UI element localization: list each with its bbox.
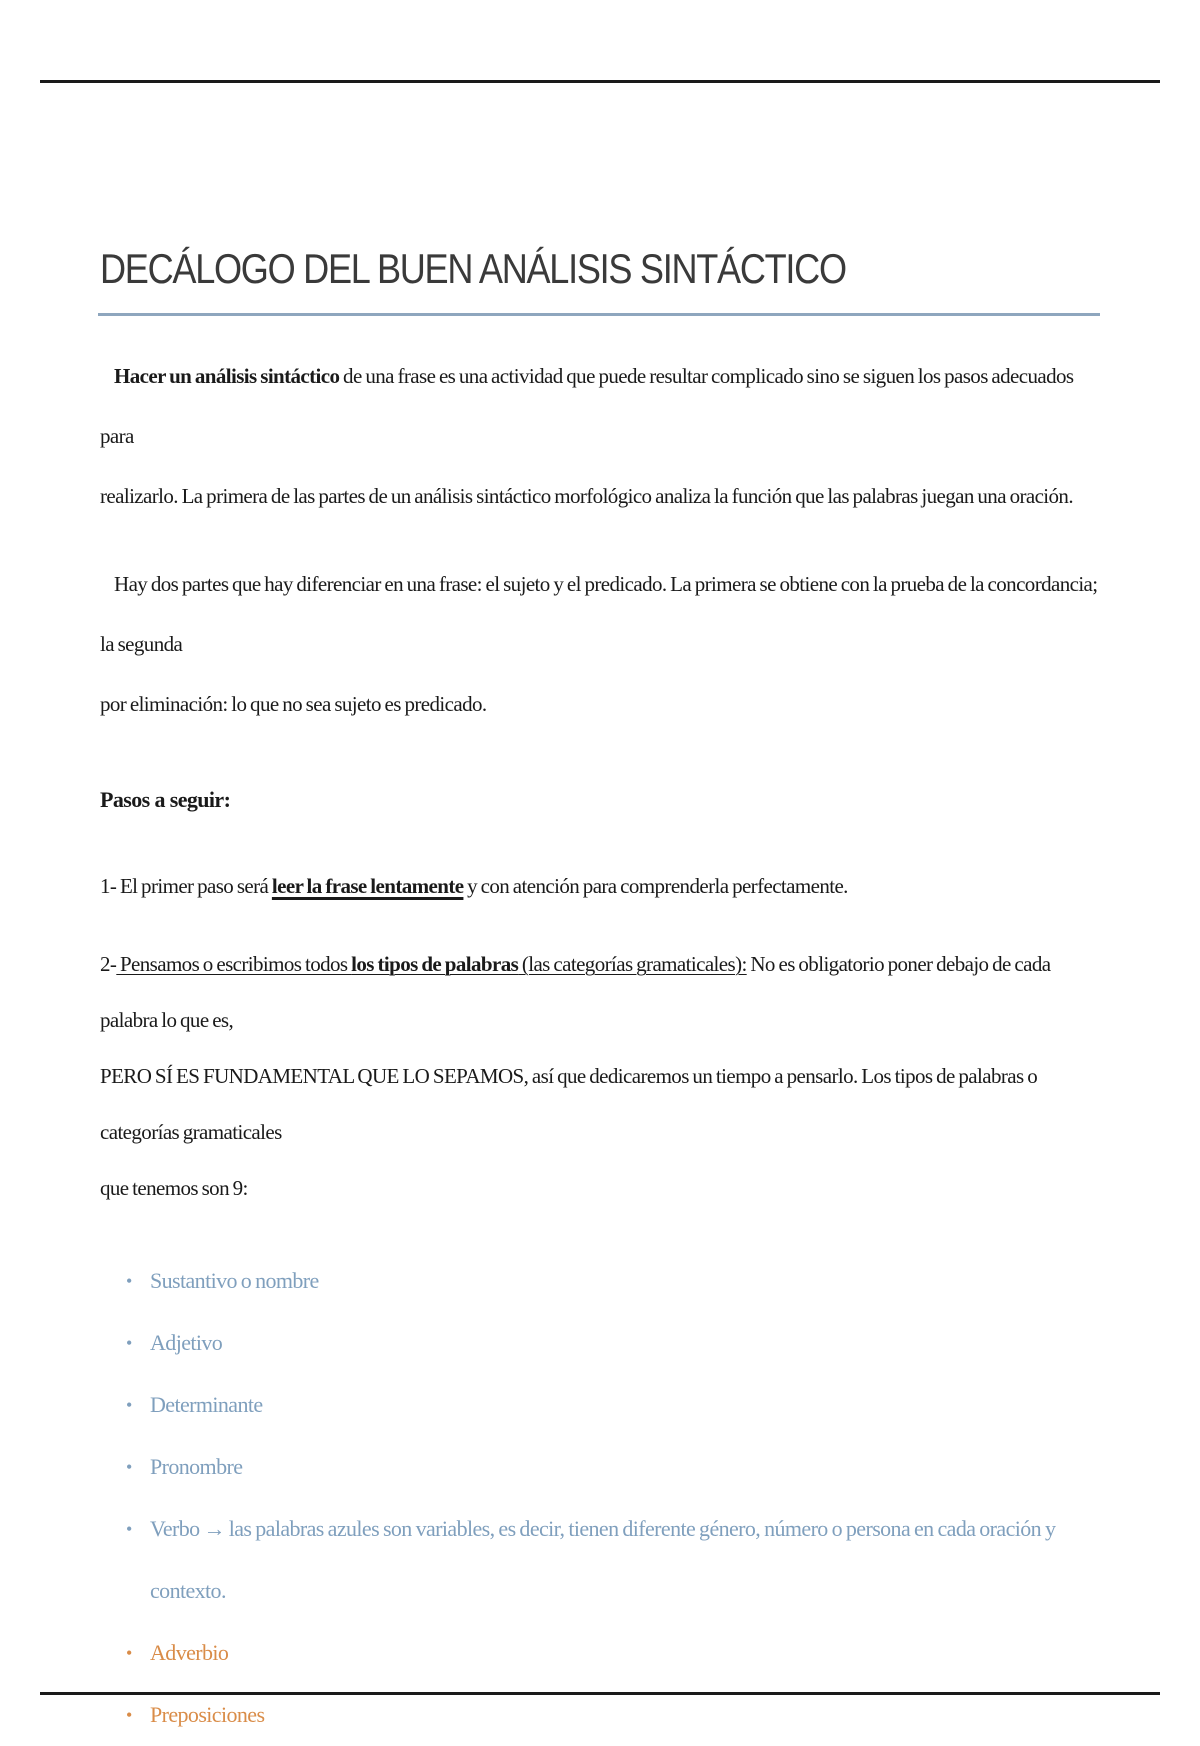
top-page-rule: [40, 80, 1160, 83]
step-2-text-line-2: PERO SÍ ES FUNDAMENTAL QUE LO SEPAMOS, así que dedicaremos un tiempo a pensarlo. Los tipos de palabras o categorías gramaticales: [100, 1064, 1038, 1144]
document-title: DECÁLOGO DEL BUEN ANÁLISIS SINTÁCTICO: [100, 245, 846, 292]
step-2-text-line-3: que tenemos son 9:: [100, 1176, 248, 1200]
bullet-icon: •: [126, 1705, 132, 1725]
list-item: [126, 1374, 1100, 1436]
bullet-icon: •: [126, 1395, 132, 1415]
bullet-icon: •: [126, 1519, 132, 1539]
list-item-label: Adverbio: [150, 1640, 229, 1665]
step-2-underlined-text-1: Pensamos o escribimos todos: [116, 952, 352, 976]
bullet-icon: •: [126, 1643, 132, 1663]
intro-bold-lead: Hacer un análisis sintáctico: [114, 364, 340, 388]
list-item-label: Verbo → las palabras azules son variables, es decir, tienen diferente género, número o persona en cada oración y contexto.: [150, 1516, 1056, 1603]
intro-text-line-1: de una frase es una actividad que puede resultar complicado sino se siguen los pasos adecuados para: [100, 364, 1074, 448]
steps-heading: Pasos a seguir:: [100, 787, 231, 812]
parts-text-line-2: por eliminación: lo que no sea sujeto es predicado.: [100, 692, 487, 716]
step-2-text-line-1: No es obligatorio poner debajo de cada palabra lo que es,: [100, 952, 1051, 1032]
bullet-icon: •: [126, 1333, 132, 1353]
parts-text-line-1: Hay dos partes que hay diferenciar en una frase: el sujeto y el predicado. La primera se obtiene con la prueba de la concordancia; la segunda: [100, 572, 1098, 656]
list-item-label: Preposiciones: [150, 1702, 265, 1727]
list-item: [126, 1312, 1100, 1374]
bottom-page-rule: [40, 1692, 1160, 1695]
parts-paragraph: [100, 554, 1100, 734]
step-1-emphasis: leer la frase lentamente: [271, 874, 464, 898]
step-2: [100, 936, 1100, 1216]
bullet-icon: •: [126, 1457, 132, 1477]
list-item-label: Determinante: [150, 1392, 263, 1417]
step-1-text-before: El primer paso será: [116, 874, 272, 898]
title-underline-rule: [98, 313, 1100, 316]
intro-text-line-2: realizarlo. La primera de las partes de un análisis sintáctico morfológico analiza la función que las palabras juegan una oración.: [100, 484, 1073, 508]
step-2-number: 2-: [100, 952, 117, 976]
list-item: [126, 1498, 1100, 1622]
list-item: [126, 1622, 1100, 1684]
step-2-underlined-bold: los tipos de palabras: [351, 952, 519, 976]
list-item: [126, 1250, 1100, 1312]
step-1-number: 1-: [100, 874, 117, 898]
step-1-text-after: y con atención para comprenderla perfectamente.: [463, 874, 848, 898]
step-2-underlined-text-2: (las categorías gramaticales):: [518, 952, 747, 976]
step-1: [100, 858, 1100, 914]
list-item-label: Adjetivo: [150, 1330, 223, 1355]
list-item: [126, 1436, 1100, 1498]
bullet-icon: •: [126, 1271, 132, 1291]
list-item-label: Sustantivo o nombre: [150, 1268, 319, 1293]
word-types-list: [100, 1250, 1100, 1746]
list-item-label: Pronombre: [150, 1454, 243, 1479]
intro-paragraph: [100, 346, 1100, 526]
document-body: [100, 245, 1100, 1746]
